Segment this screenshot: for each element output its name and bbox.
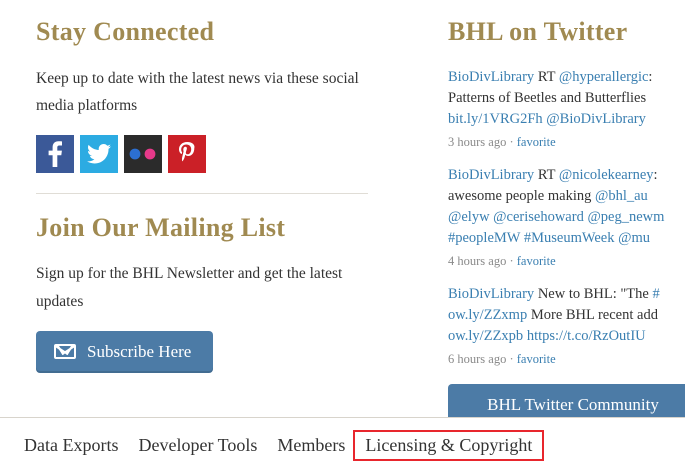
social-icon-row	[36, 135, 396, 173]
section-divider	[36, 193, 368, 194]
tweet-meta	[448, 133, 685, 151]
tweet-text: Patterns of Beetles and Butterflies	[448, 89, 647, 106]
tweet-text: :	[653, 166, 658, 183]
tweet-list	[448, 67, 685, 369]
footer-link-members[interactable]: Members	[277, 435, 346, 455]
stay-connected-text: Keep up to date with the latest news via these social media platforms	[36, 69, 359, 114]
tweet-link[interactable]: #peopleMW	[448, 229, 521, 246]
tweet-link[interactable]: #	[652, 285, 660, 302]
tweet-link[interactable]: BioDivLibrary	[448, 166, 535, 183]
tweet-favorite-link[interactable]: favorite	[516, 134, 556, 149]
tweet-favorite-link[interactable]: favorite	[516, 352, 556, 366]
tweet-link[interactable]: @elyw	[448, 208, 490, 225]
envelope-icon	[54, 344, 76, 359]
tweet-line	[448, 284, 685, 305]
tweet-text: awesome people making	[448, 187, 595, 204]
site-footer	[0, 417, 685, 475]
twitter-community-button[interactable]: BHL Twitter Community	[448, 384, 685, 426]
right-column	[448, 18, 685, 426]
tweet-line	[448, 186, 685, 207]
tweet-text: RT	[534, 68, 559, 85]
pinterest-icon[interactable]	[168, 135, 206, 173]
tweet-line	[448, 88, 685, 109]
tweet-link[interactable]: bit.ly/1VRG2Fh	[448, 110, 543, 127]
subscribe-button[interactable]	[36, 331, 213, 373]
flickr-icon[interactable]	[124, 135, 162, 173]
tweet-item	[448, 284, 685, 368]
twitter-icon[interactable]	[80, 135, 118, 173]
tweet-text: More BHL recent add	[527, 306, 658, 323]
tweet-line	[448, 109, 685, 130]
tweet-link[interactable]: @nicolekearney	[558, 166, 654, 183]
tweet-line	[448, 326, 685, 347]
tweet-link[interactable]: @bhl_au	[594, 187, 648, 204]
tweet-link[interactable]: BioDivLibrary	[448, 285, 535, 302]
footer-nav	[14, 432, 542, 459]
tweet-text: :	[648, 68, 653, 85]
tweet-link[interactable]: #MuseumWeek	[523, 229, 615, 246]
tweet-link[interactable]: ow.ly/ZZxmp	[448, 306, 528, 323]
tweet-meta	[448, 252, 685, 270]
tweet-link[interactable]: @mu	[618, 229, 651, 246]
tweet-timestamp: 6 hours ago	[448, 352, 507, 366]
tweet-meta-separator: ·	[506, 253, 517, 268]
tweet-meta-separator: ·	[506, 134, 517, 149]
tweet-link[interactable]: BioDivLibrary	[448, 68, 535, 85]
tweet-timestamp: 4 hours ago	[448, 253, 507, 268]
tweet-link[interactable]: https://t.co/RzOutIU	[526, 327, 646, 344]
tweet-meta-separator: ·	[506, 352, 517, 366]
footer-link-developer-tools[interactable]: Developer Tools	[138, 435, 258, 455]
tweet-link[interactable]: @cerisehoward	[493, 208, 584, 225]
mailing-list-text: Sign up for the BHL Newsletter and get the latest updates	[36, 265, 343, 310]
tweet-line	[448, 207, 685, 228]
tweet-link[interactable]: @hyperallergic	[558, 68, 649, 85]
left-column	[36, 18, 396, 373]
tweet-link[interactable]: @BioDivLibrary	[546, 110, 646, 127]
tweet-line	[448, 305, 685, 326]
tweet-item	[448, 67, 685, 151]
tweet-text: New to BHL: "The	[534, 285, 653, 302]
tweet-meta	[448, 350, 685, 368]
tweet-line	[448, 67, 685, 88]
tweet-link[interactable]: @peg_newm	[587, 208, 665, 225]
tweet-timestamp: 3 hours ago	[448, 134, 507, 149]
tweet-link[interactable]: ow.ly/ZZxpb	[448, 327, 524, 344]
subscribe-button-label: Subscribe Here	[87, 341, 192, 361]
twitter-section-title: BHL on Twitter	[448, 17, 628, 46]
stay-connected-title: Stay Connected	[36, 17, 215, 46]
tweet-text: RT	[534, 166, 559, 183]
footer-link-licensing-copyright[interactable]: Licensing & Copyright	[355, 432, 542, 459]
mailing-list-title: Join Our Mailing List	[36, 212, 286, 242]
tweet-line	[448, 165, 685, 186]
tweet-item	[448, 165, 685, 270]
tweet-line	[448, 228, 685, 249]
tweet-favorite-link[interactable]: favorite	[516, 253, 556, 268]
facebook-icon[interactable]	[36, 135, 74, 173]
footer-link-data-exports[interactable]: Data Exports	[24, 435, 119, 455]
